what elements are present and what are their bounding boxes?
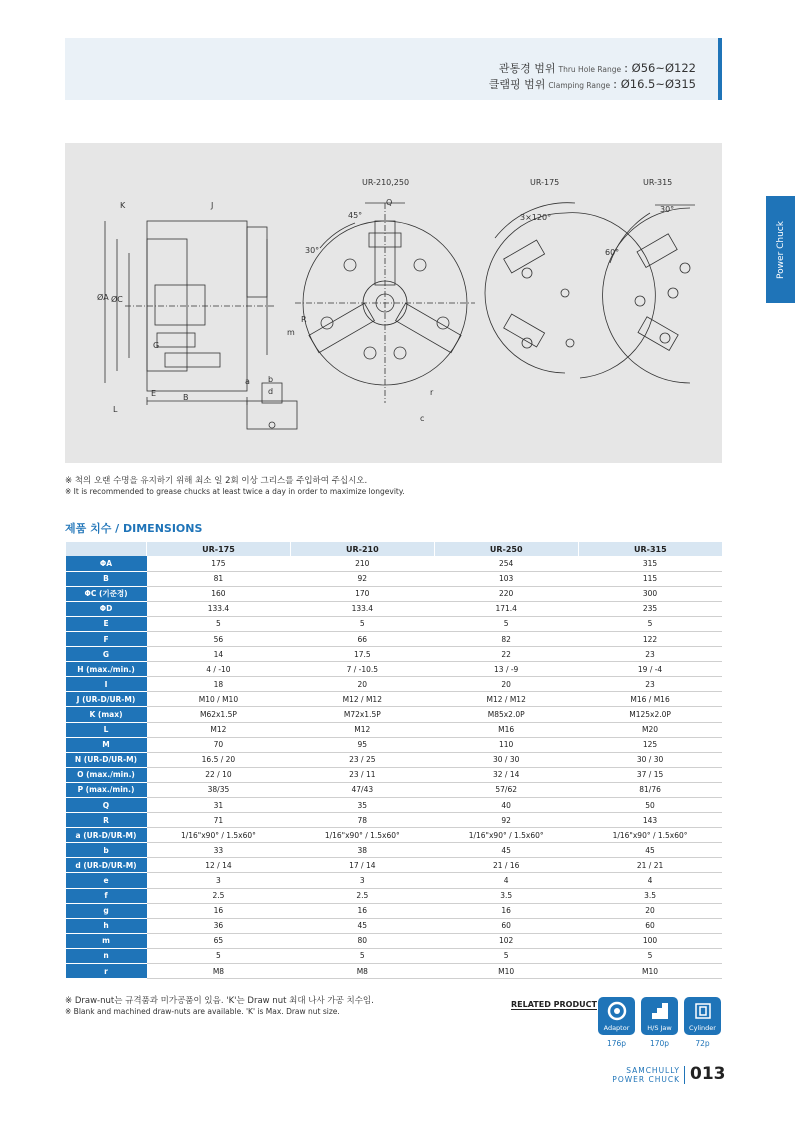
- row-label: G: [66, 647, 147, 662]
- table-cell: 30 / 30: [434, 752, 578, 767]
- table-cell: 65: [147, 933, 291, 948]
- table-cell: 32 / 14: [434, 767, 578, 782]
- row-label: L: [66, 722, 147, 737]
- thru-hole-range: [499, 60, 696, 76]
- label-c: c: [420, 414, 425, 423]
- table-row: [66, 571, 723, 586]
- technical-drawing: [65, 143, 722, 463]
- table-cell: 23 / 25: [290, 752, 434, 767]
- table-cell: 160: [147, 586, 291, 601]
- row-label: r: [66, 964, 147, 979]
- label-60: 60°: [605, 248, 620, 257]
- label-g: G: [153, 341, 160, 350]
- cylinder-icon: [693, 1001, 713, 1021]
- table-cell: 171.4: [434, 601, 578, 616]
- hs-jaw-page: 170p: [649, 1039, 670, 1048]
- table-cell: 30 / 30: [578, 752, 722, 767]
- table-cell: 80: [290, 933, 434, 948]
- table-cell: M16: [434, 722, 578, 737]
- table-cell: 4: [434, 873, 578, 888]
- grease-note-en: ※ It is recommended to grease chucks at least twice a day in order to maximize longevity.: [65, 487, 405, 496]
- cylinder-link[interactable]: [684, 997, 721, 1035]
- table-cell: 5: [290, 616, 434, 631]
- label-ur-210-250: UR-210,250: [362, 178, 410, 187]
- table-cell: M10: [578, 964, 722, 979]
- row-label: E: [66, 616, 147, 631]
- table-cell: 37 / 15: [578, 767, 722, 782]
- table-row: [66, 798, 723, 813]
- row-label: P (max./min.): [66, 782, 147, 797]
- table-corner: [66, 542, 147, 556]
- table-row: [66, 737, 723, 752]
- table-cell: 70: [147, 737, 291, 752]
- table-cell: 23: [578, 677, 722, 692]
- col-ur-210: UR-210: [290, 542, 434, 556]
- hs-jaw-label: H/S Jaw: [647, 1024, 672, 1032]
- row-label: O (max./min.): [66, 767, 147, 782]
- table-cell: M8: [147, 964, 291, 979]
- row-label: J (UR-D/UR-M): [66, 692, 147, 707]
- col-ur-250: UR-250: [434, 542, 578, 556]
- table-cell: 21 / 21: [578, 858, 722, 873]
- row-label: Q: [66, 798, 147, 813]
- table-cell: 31: [147, 798, 291, 813]
- clamping-range: [489, 76, 696, 92]
- table-row: [66, 647, 723, 662]
- table-cell: 45: [434, 843, 578, 858]
- label-b-small: b: [268, 375, 274, 384]
- table-cell: 17.5: [290, 647, 434, 662]
- table-cell: M16 / M16: [578, 692, 722, 707]
- table-row: [66, 903, 723, 918]
- thru-hole-ko: 관통경 범위: [498, 62, 556, 75]
- clamping-ko: 클램핑 범위: [488, 78, 546, 91]
- table-cell: 125: [578, 737, 722, 752]
- table-cell: M72x1.5P: [290, 707, 434, 722]
- table-row: [66, 556, 723, 571]
- table-cell: 1/16"x90° / 1.5x60°: [290, 828, 434, 843]
- row-label: F: [66, 631, 147, 646]
- row-label: f: [66, 888, 147, 903]
- table-cell: 35: [290, 798, 434, 813]
- side-jaw-top: [247, 227, 267, 297]
- table-cell: 95: [290, 737, 434, 752]
- row-label: M: [66, 737, 147, 752]
- adaptor-icon: [607, 1001, 627, 1021]
- col-ur-175: UR-175: [147, 542, 291, 556]
- table-cell: 5: [147, 948, 291, 963]
- table-row: [66, 858, 723, 873]
- label-l: L: [113, 405, 118, 414]
- table-cell: 33: [147, 843, 291, 858]
- table-cell: 122: [578, 631, 722, 646]
- label-m: m: [287, 328, 295, 337]
- brand-divider: [684, 1066, 685, 1084]
- table-cell: 17 / 14: [290, 858, 434, 873]
- table-row: [66, 767, 723, 782]
- table-cell: 78: [290, 813, 434, 828]
- table-cell: 45: [578, 843, 722, 858]
- table-cell: M12 / M12: [434, 692, 578, 707]
- table-row: [66, 888, 723, 903]
- table-cell: 22: [434, 647, 578, 662]
- table-cell: 38: [290, 843, 434, 858]
- label-a: ØA: [97, 293, 109, 302]
- table-row: [66, 677, 723, 692]
- cylinder-page: 72p: [695, 1039, 710, 1048]
- table-cell: 16: [147, 903, 291, 918]
- table-cell: 13 / -9: [434, 662, 578, 677]
- table-cell: 20: [434, 677, 578, 692]
- table-cell: 36: [147, 918, 291, 933]
- table-cell: 1/16"x90° / 1.5x60°: [147, 828, 291, 843]
- side-bore: [155, 285, 205, 325]
- table-cell: M8: [290, 964, 434, 979]
- table-cell: 300: [578, 586, 722, 601]
- table-cell: 3: [290, 873, 434, 888]
- table-cell: 71: [147, 813, 291, 828]
- related-product-title: RELATED PRODUCT: [511, 1000, 597, 1009]
- table-cell: 60: [578, 918, 722, 933]
- row-label: R: [66, 813, 147, 828]
- table-cell: M12: [290, 722, 434, 737]
- table-cell: 20: [578, 903, 722, 918]
- table-cell: 175: [147, 556, 291, 571]
- table-cell: 14: [147, 647, 291, 662]
- table-cell: 5: [578, 948, 722, 963]
- table-cell: 5: [578, 616, 722, 631]
- table-row: [66, 692, 723, 707]
- table-cell: 82: [434, 631, 578, 646]
- label-q: Q: [386, 198, 393, 207]
- table-cell: 7 / -10.5: [290, 662, 434, 677]
- table-row: [66, 722, 723, 737]
- brand-logo: [588, 1066, 680, 1084]
- label-30-315: 30°: [660, 205, 675, 214]
- table-cell: 2.5: [290, 888, 434, 903]
- table-cell: 57/62: [434, 782, 578, 797]
- table-cell: 5: [290, 948, 434, 963]
- table-cell: 5: [434, 948, 578, 963]
- row-label: K (max): [66, 707, 147, 722]
- row-label: B: [66, 571, 147, 586]
- table-cell: M10 / M10: [147, 692, 291, 707]
- label-b: B: [183, 393, 189, 402]
- label-45: 45°: [348, 211, 363, 220]
- table-cell: 47/43: [290, 782, 434, 797]
- table-cell: 110: [434, 737, 578, 752]
- row-label: ΦA: [66, 556, 147, 571]
- grease-note-ko: ※ 척의 오랜 수명을 유지하기 위해 최소 일 2회 이상 그리스를 주입하여 주십시오.: [65, 476, 368, 486]
- row-label: n: [66, 948, 147, 963]
- table-cell: 5: [434, 616, 578, 631]
- table-cell: 21 / 16: [434, 858, 578, 873]
- table-row: [66, 631, 723, 646]
- row-label: g: [66, 903, 147, 918]
- table-row: [66, 933, 723, 948]
- table-cell: M12 / M12: [290, 692, 434, 707]
- label-r-upper: R: [301, 315, 307, 324]
- table-row: [66, 616, 723, 631]
- row-label: d (UR-D/UR-M): [66, 858, 147, 873]
- clamping-en: Clamping Range: [548, 81, 611, 90]
- label-ur-175: UR-175: [530, 178, 560, 187]
- label-ur-315: UR-315: [643, 178, 673, 187]
- table-cell: 22 / 10: [147, 767, 291, 782]
- table-cell: 92: [434, 813, 578, 828]
- table-cell: 50: [578, 798, 722, 813]
- adaptor-link[interactable]: [598, 997, 635, 1035]
- table-row: [66, 948, 723, 963]
- table-cell: 5: [147, 616, 291, 631]
- table-cell: 3.5: [578, 888, 722, 903]
- col-ur-315: UR-315: [578, 542, 722, 556]
- table-cell: 143: [578, 813, 722, 828]
- side-tab[interactable]: [766, 196, 795, 303]
- brand-sub: POWER CHUCK: [612, 1075, 680, 1084]
- table-row: [66, 873, 723, 888]
- table-cell: 103: [434, 571, 578, 586]
- table-cell: 210: [290, 556, 434, 571]
- table-row: [66, 662, 723, 677]
- adaptor-page: 176p: [606, 1039, 627, 1048]
- table-cell: 40: [434, 798, 578, 813]
- table-cell: 92: [290, 571, 434, 586]
- table-cell: 66: [290, 631, 434, 646]
- table-row: [66, 601, 723, 616]
- table-cell: 1/16"x90° / 1.5x60°: [434, 828, 578, 843]
- label-j: J: [211, 201, 214, 210]
- table-cell: 45: [290, 918, 434, 933]
- table-cell: 133.4: [290, 601, 434, 616]
- jaw-icon: [650, 1001, 670, 1021]
- table-cell: 170: [290, 586, 434, 601]
- table-cell: 19 / -4: [578, 662, 722, 677]
- table-cell: M20: [578, 722, 722, 737]
- table-cell: 254: [434, 556, 578, 571]
- hs-jaw-link[interactable]: [641, 997, 678, 1035]
- label-c-dia: ØC: [111, 295, 123, 304]
- table-cell: M85x2.0P: [434, 707, 578, 722]
- table-cell: 23 / 11: [290, 767, 434, 782]
- table-cell: M125x2.0P: [578, 707, 722, 722]
- table-cell: 16.5 / 20: [147, 752, 291, 767]
- row-label: I: [66, 677, 147, 692]
- range-box: [65, 38, 722, 100]
- row-label: a (UR-D/UR-M): [66, 828, 147, 843]
- thru-hole-en: Thru Hole Range: [558, 65, 622, 74]
- table-row: [66, 813, 723, 828]
- table-row: [66, 782, 723, 797]
- row-label: b: [66, 843, 147, 858]
- table-cell: 20: [290, 677, 434, 692]
- table-row: [66, 707, 723, 722]
- drawing-svg: [65, 143, 722, 463]
- row-label: h: [66, 918, 147, 933]
- table-cell: 1/16"x90° / 1.5x60°: [578, 828, 722, 843]
- table-cell: 81: [147, 571, 291, 586]
- table-cell: 16: [434, 903, 578, 918]
- table-cell: 235: [578, 601, 722, 616]
- label-e: E: [151, 389, 157, 398]
- drawnut-note-en: ※ Blank and machined draw-nuts are available. 'K' is Max. Draw nut size.: [65, 1007, 340, 1016]
- table-row: [66, 843, 723, 858]
- table-cell: 2.5: [147, 888, 291, 903]
- table-cell: 18: [147, 677, 291, 692]
- table-cell: 133.4: [147, 601, 291, 616]
- label-r: r: [430, 388, 434, 397]
- dimensions-table: [65, 542, 722, 979]
- table-cell: 81/76: [578, 782, 722, 797]
- label-30-main: 30°: [305, 246, 320, 255]
- brand-name: SAMCHULLY: [626, 1066, 680, 1075]
- side-tab-label: Power Chuck: [775, 220, 786, 279]
- table-cell: 60: [434, 918, 578, 933]
- side-inner: [147, 239, 187, 371]
- clamping-value: : Ø16.5~Ø315: [613, 77, 696, 91]
- table-cell: 315: [578, 556, 722, 571]
- table-header-row: [66, 542, 723, 556]
- table-row: [66, 752, 723, 767]
- row-label: e: [66, 873, 147, 888]
- table-row: [66, 586, 723, 601]
- table-cell: 38/35: [147, 782, 291, 797]
- label-3x120: 3×120°: [520, 213, 552, 222]
- table-cell: 220: [434, 586, 578, 601]
- drawnut-note-ko: ※ Draw-nut는 규격품과 미가공품이 있음. 'K'는 Draw nut 최대 나사 가공 치수임.: [65, 996, 374, 1006]
- row-label: ΦC (기준경): [66, 586, 147, 601]
- table-cell: 23: [578, 647, 722, 662]
- chuck-175-outline: [485, 213, 565, 373]
- table-cell: 4: [578, 873, 722, 888]
- table-row: [66, 918, 723, 933]
- label-a-small: a: [245, 377, 250, 386]
- table-cell: 3: [147, 873, 291, 888]
- dimensions-title: 제품 치수 / DIMENSIONS: [65, 522, 203, 535]
- table-cell: M10: [434, 964, 578, 979]
- table-cell: 12 / 14: [147, 858, 291, 873]
- page-number: 013: [690, 1064, 726, 1084]
- table-cell: 16: [290, 903, 434, 918]
- cylinder-label: Cylinder: [689, 1024, 716, 1032]
- thru-hole-value: : Ø56~Ø122: [624, 61, 696, 75]
- table-cell: 115: [578, 571, 722, 586]
- table-row: [66, 828, 723, 843]
- label-k: K: [120, 201, 126, 210]
- table-cell: 3.5: [434, 888, 578, 903]
- table-cell: 102: [434, 933, 578, 948]
- table-cell: 4 / -10: [147, 662, 291, 677]
- table-cell: 56: [147, 631, 291, 646]
- label-d-small: d: [268, 387, 274, 396]
- row-label: ΦD: [66, 601, 147, 616]
- row-label: m: [66, 933, 147, 948]
- row-label: N (UR-D/UR-M): [66, 752, 147, 767]
- table-cell: M12: [147, 722, 291, 737]
- table-cell: 100: [578, 933, 722, 948]
- adaptor-label: Adaptor: [603, 1024, 630, 1032]
- row-label: H (max./min.): [66, 662, 147, 677]
- table-row: [66, 964, 723, 979]
- table-cell: M62x1.5P: [147, 707, 291, 722]
